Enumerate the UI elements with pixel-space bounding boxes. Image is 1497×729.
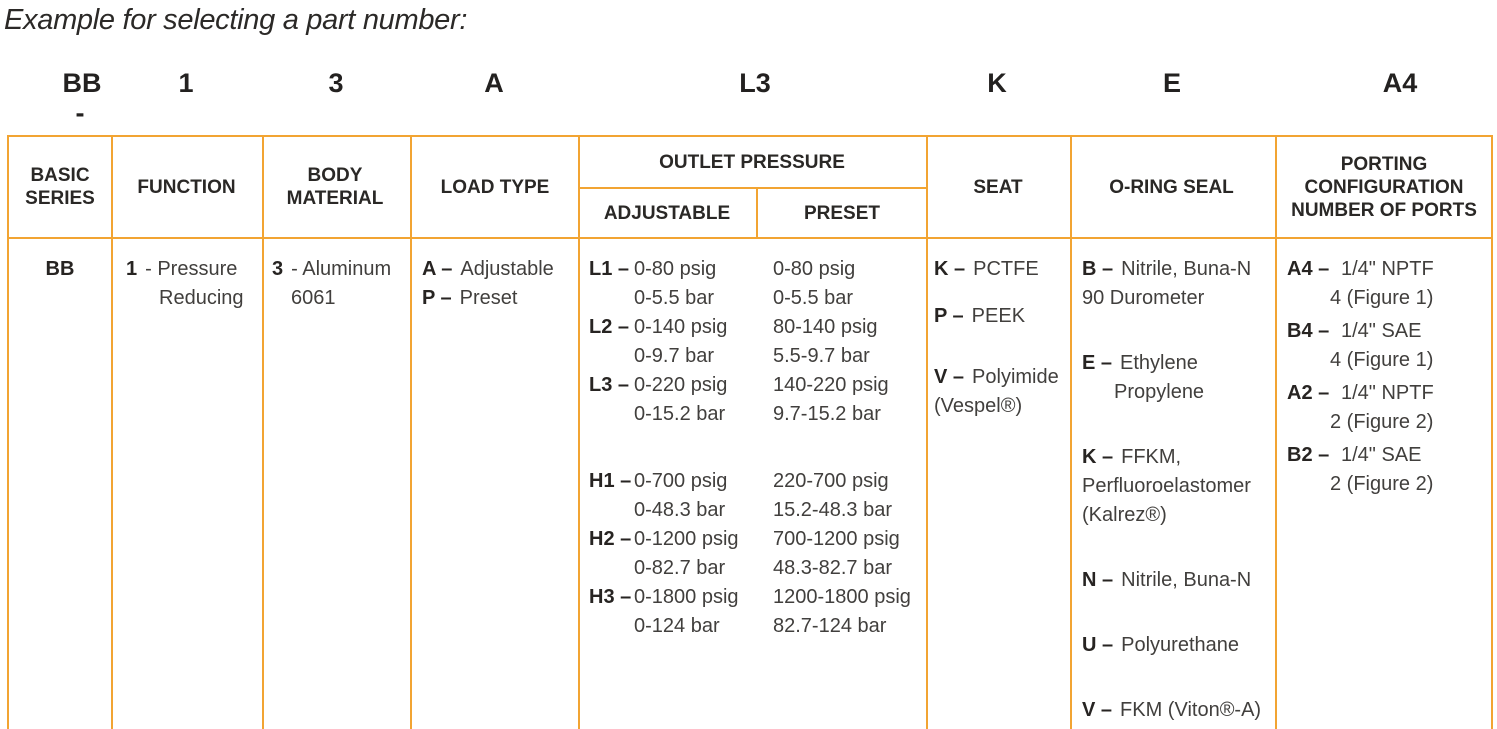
oring-text: FKM (Viton®-A) [1120, 699, 1262, 721]
bar-range: 48.3-82.7 bar [773, 557, 892, 579]
bar-range: 0-48.3 bar [634, 499, 726, 521]
oring-text: Nitrile, Buna-N [1121, 569, 1252, 591]
porting-text: 1/4" SAE [1341, 320, 1422, 342]
oring-code: V – [1082, 699, 1113, 721]
basic-series-value: BB [45, 258, 75, 280]
header-load-type: LOAD TYPE [440, 176, 550, 198]
porting-sub: 4 (Figure 1) [1330, 349, 1434, 371]
adjustable-spec-line [589, 255, 739, 284]
oring-code: B – [1082, 258, 1114, 280]
seat-text: Polyimide [972, 366, 1059, 388]
row-gap [589, 429, 739, 467]
cell-seat [934, 255, 1059, 421]
porting-text: 1/4" NPTF [1341, 258, 1434, 280]
oring-text: FFKM, [1121, 446, 1182, 468]
cell-basic-series [9, 255, 111, 284]
part-number-table [7, 135, 1493, 729]
adjustable-spec-line [589, 467, 739, 496]
oring-entry [1082, 255, 1261, 284]
oring-text-line2: Perfluoroelastomer [1082, 475, 1251, 497]
cell-load-type [422, 255, 554, 313]
part-code-seat: K [987, 68, 1007, 98]
row-gap [773, 429, 911, 467]
porting-text: 1/4" SAE [1341, 444, 1422, 466]
psig-range: 0-140 psig [634, 316, 728, 338]
oring-text-line2: Propylene [1114, 381, 1205, 403]
bar-range: 0-5.5 bar [773, 287, 854, 309]
body-material-text: - Aluminum [291, 258, 392, 280]
adjustable-spec-line [589, 371, 739, 400]
cell-function [126, 255, 244, 313]
oring-code: N – [1082, 569, 1114, 591]
body-material-code: 3 [272, 258, 284, 280]
seat-entry [934, 302, 1059, 331]
porting-code: A2 – [1287, 382, 1330, 404]
porting-text: 1/4" NPTF [1341, 382, 1434, 404]
bar-range: 15.2-48.3 bar [773, 499, 892, 521]
porting-code: B2 – [1287, 444, 1330, 466]
porting-code: A4 – [1287, 258, 1330, 280]
porting-sub: 2 (Figure 2) [1330, 411, 1434, 433]
porting-entry [1287, 255, 1434, 284]
oring-entry [1082, 349, 1261, 378]
cell-outlet-adjustable [589, 255, 739, 641]
cell-porting-configuration [1287, 255, 1434, 499]
bar-range: 5.5-9.7 bar [773, 345, 870, 367]
oring-text-line2: 90 Durometer [1082, 287, 1205, 309]
header-adjustable: ADJUSTABLE [603, 202, 731, 224]
cell-body-material [272, 255, 391, 313]
porting-sub: 2 (Figure 2) [1330, 473, 1434, 495]
part-code-porting: A4 [1382, 68, 1418, 98]
load-type-code: P – [422, 287, 452, 309]
oring-code: K – [1082, 446, 1114, 468]
adjustable-spec-line [589, 313, 739, 342]
bar-range: 0-124 bar [634, 615, 720, 637]
header-seat: SEAT [973, 176, 1023, 198]
load-type-code: A – [422, 258, 453, 280]
page-title: Example for selecting a part number: [4, 4, 468, 36]
oring-entry [1082, 443, 1261, 472]
range-code: H1 – [589, 470, 632, 492]
seat-text: PEEK [971, 305, 1026, 327]
psig-range: 700-1200 psig [773, 528, 900, 550]
cell-outlet-preset [773, 255, 911, 641]
bar-range: 0-15.2 bar [634, 403, 726, 425]
part-code-basic-series: BB [62, 68, 102, 98]
cell-oring-seal [1082, 255, 1261, 725]
oring-text-line3: (Kalrez®) [1082, 504, 1167, 526]
header-body-divider [9, 237, 1491, 239]
load-type-entry [422, 255, 554, 284]
function-entry [126, 255, 244, 284]
seat-code: P – [934, 305, 964, 327]
psig-range: 220-700 psig [773, 470, 889, 492]
header-basic-series: BASIC SERIES [25, 165, 95, 209]
psig-range: 0-700 psig [634, 470, 728, 492]
psig-range: 1200-1800 psig [773, 586, 911, 608]
range-code: H3 – [589, 586, 632, 608]
part-code-separator: - [75, 98, 85, 128]
psig-range: 0-1800 psig [634, 586, 739, 608]
function-text-line2: Reducing [159, 287, 244, 309]
oring-entry [1082, 696, 1261, 725]
header-preset: PRESET [803, 202, 881, 224]
body-material-text-line2: 6061 [291, 287, 336, 309]
bar-range: 82.7-124 bar [773, 615, 887, 637]
load-type-text: Adjustable [460, 258, 554, 280]
bar-range: 9.7-15.2 bar [773, 403, 881, 425]
oring-text: Polyurethane [1121, 634, 1239, 656]
header-body-material: BODY MATERIAL [286, 165, 384, 209]
seat-text: PCTFE [973, 258, 1039, 280]
body-material-entry [272, 255, 391, 284]
oring-text: Ethylene [1120, 352, 1198, 374]
porting-code: B4 – [1287, 320, 1330, 342]
seat-entry [934, 363, 1059, 392]
part-code-load-type: A [484, 68, 504, 98]
header-oring-seal: O-RING SEAL [1109, 176, 1234, 198]
part-code-outlet-pressure: L3 [739, 68, 771, 98]
oring-code: U – [1082, 634, 1114, 656]
seat-code: V – [934, 366, 965, 388]
adjustable-spec-line [589, 583, 739, 612]
seat-text-line2: (Vespel®) [934, 395, 1023, 417]
header-outlet-pressure: OUTLET PRESSURE [659, 151, 845, 173]
header-function: FUNCTION [137, 176, 236, 198]
oring-entry [1082, 631, 1261, 660]
psig-range: 0-220 psig [634, 374, 728, 396]
oring-code: E – [1082, 352, 1113, 374]
seat-entry [934, 255, 1059, 284]
header-porting-configuration: PORTING CONFIGURATION NUMBER OF PORTS [1291, 153, 1477, 221]
range-code: L3 – [589, 374, 630, 396]
part-code-body-material: 3 [328, 68, 344, 98]
porting-entry [1287, 379, 1434, 408]
psig-range: 0-80 psig [634, 258, 717, 280]
function-code: 1 [126, 258, 138, 280]
bar-range: 0-5.5 bar [634, 287, 715, 309]
psig-range: 140-220 psig [773, 374, 889, 396]
oring-text: Nitrile, Buna-N [1121, 258, 1252, 280]
range-code: L2 – [589, 316, 630, 338]
psig-range: 0-1200 psig [634, 528, 739, 550]
adjustable-spec-line [589, 525, 739, 554]
range-code: L1 – [589, 258, 630, 280]
load-type-entry [422, 284, 554, 313]
range-code: H2 – [589, 528, 632, 550]
porting-entry [1287, 317, 1434, 346]
psig-range: 0-80 psig [773, 258, 856, 280]
load-type-text: Preset [459, 287, 518, 309]
psig-range: 80-140 psig [773, 316, 878, 338]
function-text: - Pressure [145, 258, 238, 280]
oring-entry [1082, 566, 1261, 595]
porting-entry [1287, 441, 1434, 470]
seat-code: K – [934, 258, 966, 280]
bar-range: 0-9.7 bar [634, 345, 715, 367]
part-code-function: 1 [178, 68, 194, 98]
porting-sub: 4 (Figure 1) [1330, 287, 1434, 309]
bar-range: 0-82.7 bar [634, 557, 726, 579]
part-code-oring-seal: E [1162, 68, 1181, 98]
